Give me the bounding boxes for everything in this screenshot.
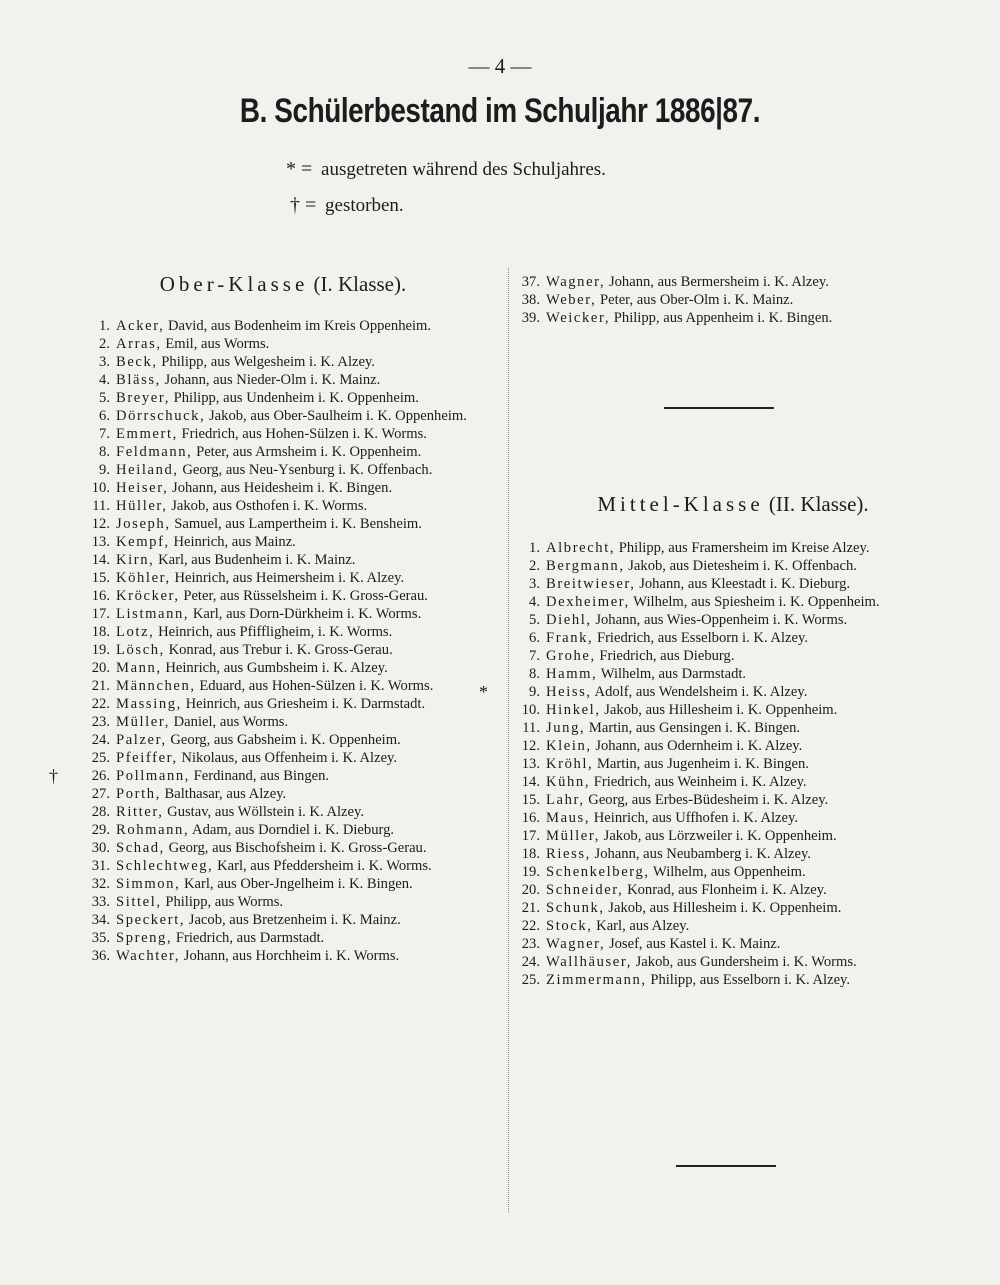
student-surname: Hamm, bbox=[546, 666, 598, 682]
student-details: Konrad, aus Flonheim i. K. Alzey. bbox=[627, 882, 827, 898]
student-surname: Weicker, bbox=[546, 310, 611, 326]
student-surname: Massing, bbox=[116, 696, 182, 712]
student-entry bbox=[74, 912, 492, 929]
student-surname: Listmann, bbox=[116, 606, 190, 622]
student-surname: Weber, bbox=[546, 292, 597, 308]
student-details: Eduard, aus Hohen-Sülzen i. K. Worms. bbox=[199, 678, 434, 694]
student-details: Friedrich, aus Weinheim i. K. Alzey. bbox=[593, 774, 807, 790]
legend-symbol: * = bbox=[286, 158, 313, 180]
student-details: Johann, aus Wies-Oppenheim i. K. Worms. bbox=[595, 612, 848, 628]
student-details: Peter, aus Rüsselsheim i. K. Gross-Gerau. bbox=[183, 588, 428, 604]
student-details: Jakob, aus Osthofen i. K. Worms. bbox=[171, 498, 368, 514]
student-number: 23. bbox=[91, 714, 110, 730]
student-details: Friedrich, aus Hohen-Sülzen i. K. Worms. bbox=[181, 426, 427, 442]
mittel-klasse-heading bbox=[548, 492, 918, 517]
student-number: 25. bbox=[91, 750, 110, 766]
student-entry bbox=[74, 552, 492, 569]
student-surname: Köhler, bbox=[116, 570, 171, 586]
student-surname: Kühn, bbox=[546, 774, 591, 790]
student-entry bbox=[74, 948, 492, 965]
student-details: Emil, aus Worms. bbox=[165, 336, 270, 352]
student-entry bbox=[504, 864, 928, 881]
student-surname: Schad, bbox=[116, 840, 165, 856]
student-number: 11. bbox=[522, 720, 540, 736]
student-number: 14. bbox=[91, 552, 110, 568]
student-number: 7. bbox=[99, 426, 110, 442]
student-entry bbox=[74, 606, 492, 623]
student-surname: Riess, bbox=[546, 846, 591, 862]
student-details: Heinrich, aus Uffhofen i. K. Alzey. bbox=[593, 810, 799, 826]
student-entry bbox=[74, 336, 492, 353]
mittel-klasse-student-list bbox=[479, 540, 928, 990]
student-surname: Acker, bbox=[116, 318, 165, 334]
student-entry bbox=[74, 930, 492, 947]
heading-class-name: Mittel-Klasse bbox=[597, 492, 764, 516]
student-details: Martin, aus Jugenheim i. K. Bingen. bbox=[596, 756, 809, 772]
student-number: 3. bbox=[529, 576, 540, 592]
student-number: 24. bbox=[91, 732, 110, 748]
student-details: Martin, aus Gensingen i. K. Bingen. bbox=[588, 720, 801, 736]
student-number: 28. bbox=[91, 804, 110, 820]
student-details: Georg, aus Bischofsheim i. K. Gross-Gerau. bbox=[168, 840, 427, 856]
student-surname: Ritter, bbox=[116, 804, 164, 820]
student-details: Jakob, aus Lörzweiler i. K. Oppenheim. bbox=[603, 828, 837, 844]
student-surname: Hüller, bbox=[116, 498, 168, 514]
student-number: 11. bbox=[92, 498, 110, 514]
legend-text: ausgetreten während des Schuljahres. bbox=[321, 159, 606, 180]
student-details: Heinrich, aus Heimersheim i. K. Alzey. bbox=[174, 570, 405, 586]
page-number: — 4 — bbox=[468, 54, 532, 78]
student-entry bbox=[504, 310, 928, 327]
student-surname: Heiland, bbox=[116, 462, 179, 478]
student-entry bbox=[504, 720, 928, 737]
student-number: 32. bbox=[91, 876, 110, 892]
student-entry bbox=[74, 750, 492, 767]
student-entry bbox=[504, 882, 928, 899]
student-details: Peter, aus Armsheim i. K. Oppenheim. bbox=[196, 444, 422, 460]
student-number: 17. bbox=[91, 606, 110, 622]
student-entry bbox=[504, 828, 928, 845]
student-number: 34. bbox=[91, 912, 110, 928]
student-details: Jakob, aus Gundersheim i. K. Worms. bbox=[635, 954, 857, 970]
student-surname: Pfeiffer, bbox=[116, 750, 178, 766]
student-entry bbox=[74, 444, 492, 461]
section-rule bbox=[664, 407, 774, 409]
legend-deceased bbox=[290, 194, 404, 217]
student-number: 37. bbox=[521, 274, 540, 290]
student-entry bbox=[504, 954, 928, 971]
student-details: Balthasar, aus Alzey. bbox=[164, 786, 287, 802]
student-number: 22. bbox=[91, 696, 110, 712]
student-entry bbox=[479, 682, 928, 702]
student-surname: Lahr, bbox=[546, 792, 585, 808]
student-number: 15. bbox=[91, 570, 110, 586]
legend-text: gestorben. bbox=[325, 195, 404, 216]
student-surname: Schunk, bbox=[546, 900, 605, 916]
student-details: Johann, aus Bermersheim i. K. Alzey. bbox=[608, 274, 829, 290]
student-number: 5. bbox=[529, 612, 540, 628]
end-rule bbox=[676, 1165, 776, 1167]
student-surname: Rohmann, bbox=[116, 822, 190, 838]
student-details: Adolf, aus Wendelsheim i. K. Alzey. bbox=[594, 684, 808, 700]
student-number: 10. bbox=[91, 480, 110, 496]
student-number: 2. bbox=[529, 558, 540, 574]
student-details: Friedrich, aus Esselborn i. K. Alzey. bbox=[596, 630, 808, 646]
student-number: 29. bbox=[91, 822, 110, 838]
student-entry bbox=[504, 738, 928, 755]
student-surname: Heiser, bbox=[116, 480, 169, 496]
student-number: 18. bbox=[521, 846, 540, 862]
student-details: Georg, aus Erbes-Büdesheim i. K. Alzey. bbox=[588, 792, 829, 808]
student-number: 24. bbox=[521, 954, 540, 970]
student-number: 27. bbox=[91, 786, 110, 802]
student-number: 16. bbox=[91, 588, 110, 604]
student-details: Wilhelm, aus Darmstadt. bbox=[600, 666, 747, 682]
student-surname: Simmon, bbox=[116, 876, 181, 892]
student-surname: Bläss, bbox=[116, 372, 161, 388]
student-surname: Joseph, bbox=[116, 516, 171, 532]
student-number: 20. bbox=[91, 660, 110, 676]
page-title: B. Schülerbestand im Schuljahr 1886|87. bbox=[239, 92, 761, 130]
student-entry bbox=[504, 630, 928, 647]
student-number: 19. bbox=[91, 642, 110, 658]
student-entry bbox=[504, 594, 928, 611]
student-details: Peter, aus Ober-Olm i. K. Mainz. bbox=[600, 292, 794, 308]
student-surname: Feldmann, bbox=[116, 444, 193, 460]
student-surname: Wagner, bbox=[546, 936, 606, 952]
student-details: Karl, aus Budenheim i. K. Mainz. bbox=[158, 552, 356, 568]
student-surname: Wagner, bbox=[546, 274, 606, 290]
ober-klasse-continued-list bbox=[504, 274, 928, 328]
student-entry bbox=[74, 894, 492, 911]
student-entry bbox=[504, 810, 928, 827]
student-surname: Dörrschuck, bbox=[116, 408, 206, 424]
student-surname: Sittel, bbox=[116, 894, 162, 910]
student-number: 14. bbox=[521, 774, 540, 790]
student-entry bbox=[74, 534, 492, 551]
student-entry bbox=[504, 702, 928, 719]
student-number: 22. bbox=[521, 918, 540, 934]
legend-withdrawn bbox=[286, 158, 606, 181]
student-details: Johann, aus Heidesheim i. K. Bingen. bbox=[172, 480, 393, 496]
student-entry bbox=[504, 612, 928, 629]
student-number: 20. bbox=[521, 882, 540, 898]
student-number: 13. bbox=[521, 756, 540, 772]
student-number: 9. bbox=[99, 462, 110, 478]
student-details: Georg, aus Neu-Ysenburg i. K. Offenbach. bbox=[182, 462, 433, 478]
student-entry bbox=[74, 858, 492, 875]
student-surname: Spreng, bbox=[116, 930, 173, 946]
student-entry bbox=[504, 936, 928, 953]
student-surname: Dexheimer, bbox=[546, 594, 630, 610]
student-entry bbox=[504, 918, 928, 935]
student-entry bbox=[74, 426, 492, 443]
student-surname: Emmert, bbox=[116, 426, 178, 442]
student-number: 4. bbox=[529, 594, 540, 610]
student-surname: Kempf, bbox=[116, 534, 170, 550]
student-number: 21. bbox=[521, 900, 540, 916]
student-details: Josef, aus Kastel i. K. Mainz. bbox=[608, 936, 781, 952]
student-entry bbox=[74, 732, 492, 749]
student-details: Philipp, aus Esselborn i. K. Alzey. bbox=[650, 972, 851, 988]
student-surname: Breitwieser, bbox=[546, 576, 636, 592]
student-surname: Zimmermann, bbox=[546, 972, 647, 988]
student-entry bbox=[74, 516, 492, 533]
student-entry bbox=[504, 540, 928, 557]
student-number: 1. bbox=[529, 540, 540, 556]
student-entry bbox=[504, 846, 928, 863]
student-number: 7. bbox=[529, 648, 540, 664]
student-surname: Heiss, bbox=[546, 684, 592, 700]
student-surname: Kirn, bbox=[116, 552, 155, 568]
student-number: 26. bbox=[91, 768, 110, 784]
student-details: Karl, aus Pfeddersheim i. K. Worms. bbox=[217, 858, 432, 874]
student-entry bbox=[504, 292, 928, 309]
student-entry bbox=[504, 900, 928, 917]
student-details: Heinrich, aus Pfiffligheim, i. K. Worms. bbox=[158, 624, 393, 640]
student-entry bbox=[74, 696, 492, 713]
student-entry bbox=[74, 624, 492, 641]
student-surname: Beck, bbox=[116, 354, 158, 370]
student-entry bbox=[74, 714, 492, 731]
status-mark: * bbox=[479, 682, 488, 702]
student-surname: Porth, bbox=[116, 786, 161, 802]
student-number: 38. bbox=[521, 292, 540, 308]
student-number: 25. bbox=[521, 972, 540, 988]
student-number: 12. bbox=[521, 738, 540, 754]
student-details: David, aus Bodenheim im Kreis Oppenheim. bbox=[167, 318, 432, 334]
student-surname: Arras, bbox=[116, 336, 162, 352]
student-surname: Klein, bbox=[546, 738, 592, 754]
student-details: Karl, aus Ober-Jngelheim i. K. Bingen. bbox=[183, 876, 413, 892]
student-entry bbox=[504, 274, 928, 291]
student-number: 18. bbox=[91, 624, 110, 640]
status-mark: † bbox=[49, 766, 58, 786]
student-entry bbox=[74, 588, 492, 605]
student-details: Philipp, aus Appenheim i. K. Bingen. bbox=[613, 310, 833, 326]
heading-class-number: (II. Klasse). bbox=[768, 492, 869, 516]
student-details: Friedrich, aus Dieburg. bbox=[599, 648, 735, 664]
student-number: 39. bbox=[521, 310, 540, 326]
student-number: 33. bbox=[91, 894, 110, 910]
student-details: Johann, aus Nieder-Olm i. K. Mainz. bbox=[164, 372, 381, 388]
student-entry bbox=[74, 786, 492, 803]
student-entry bbox=[74, 498, 492, 515]
student-entry bbox=[504, 576, 928, 593]
student-surname: Wallhäuser, bbox=[546, 954, 632, 970]
student-number: 5. bbox=[99, 390, 110, 406]
student-entry bbox=[74, 804, 492, 821]
student-number: 1. bbox=[99, 318, 110, 334]
student-details: Philipp, aus Undenheim i. K. Oppenheim. bbox=[173, 390, 419, 406]
student-surname: Maus, bbox=[546, 810, 591, 826]
student-details: Georg, aus Gabsheim i. K. Oppenheim. bbox=[170, 732, 401, 748]
student-details: Heinrich, aus Gumbsheim i. K. Alzey. bbox=[165, 660, 388, 676]
student-surname: Speckert, bbox=[116, 912, 186, 928]
student-surname: Palzer, bbox=[116, 732, 167, 748]
student-details: Friedrich, aus Darmstadt. bbox=[175, 930, 325, 946]
student-number: 31. bbox=[91, 858, 110, 874]
student-number: 17. bbox=[521, 828, 540, 844]
student-details: Philipp, aus Worms. bbox=[165, 894, 284, 910]
student-entry bbox=[74, 642, 492, 659]
student-entry bbox=[504, 774, 928, 791]
ober-klasse-student-list bbox=[49, 318, 492, 966]
student-details: Johann, aus Odernheim i. K. Alzey. bbox=[595, 738, 803, 754]
student-surname: Müller, bbox=[116, 714, 170, 730]
student-details: Wilhelm, aus Spiesheim i. K. Oppenheim. bbox=[633, 594, 880, 610]
student-surname: Bergmann, bbox=[546, 558, 625, 574]
student-details: Ferdinand, aus Bingen. bbox=[193, 768, 330, 784]
student-number: 35. bbox=[91, 930, 110, 946]
student-details: Karl, aus Dorn-Dürkheim i. K. Worms. bbox=[192, 606, 422, 622]
student-surname: Schneider, bbox=[546, 882, 624, 898]
student-surname: Kröhl, bbox=[546, 756, 594, 772]
student-number: 12. bbox=[91, 516, 110, 532]
student-details: Jacob, aus Bretzenheim i. K. Mainz. bbox=[188, 912, 401, 928]
student-entry bbox=[74, 372, 492, 389]
student-number: 13. bbox=[91, 534, 110, 550]
student-entry bbox=[49, 766, 492, 786]
student-details: Johann, aus Neubamberg i. K. Alzey. bbox=[594, 846, 811, 862]
student-number: 36. bbox=[91, 948, 110, 964]
student-entry bbox=[74, 462, 492, 479]
legend-symbol: † = bbox=[290, 194, 317, 216]
student-details: Johann, aus Kleestadt i. K. Dieburg. bbox=[639, 576, 851, 592]
student-surname: Schlechtweg, bbox=[116, 858, 214, 874]
heading-class-name: Ober-Klasse bbox=[159, 272, 309, 296]
student-surname: Lotz, bbox=[116, 624, 155, 640]
student-surname: Lösch, bbox=[116, 642, 165, 658]
student-surname: Wachter, bbox=[116, 948, 181, 964]
student-details: Samuel, aus Lampertheim i. K. Bensheim. bbox=[174, 516, 422, 532]
student-details: Philipp, aus Welgesheim i. K. Alzey. bbox=[161, 354, 375, 370]
student-surname: Albrecht, bbox=[546, 540, 616, 556]
student-entry bbox=[74, 354, 492, 371]
student-number: 6. bbox=[99, 408, 110, 424]
ober-klasse-heading bbox=[108, 272, 458, 297]
student-surname: Stock, bbox=[546, 918, 593, 934]
student-entry bbox=[504, 666, 928, 683]
heading-class-number: (I. Klasse). bbox=[313, 272, 407, 296]
student-number: 3. bbox=[99, 354, 110, 370]
student-surname: Kröcker, bbox=[116, 588, 180, 604]
student-number: 23. bbox=[521, 936, 540, 952]
student-number: 4. bbox=[99, 372, 110, 388]
student-entry bbox=[74, 876, 492, 893]
student-entry bbox=[74, 390, 492, 407]
student-surname: Breyer, bbox=[116, 390, 170, 406]
student-entry bbox=[74, 480, 492, 497]
student-entry bbox=[74, 408, 492, 425]
student-entry bbox=[504, 648, 928, 665]
student-number: 19. bbox=[521, 864, 540, 880]
student-entry bbox=[74, 570, 492, 587]
student-entry bbox=[74, 822, 492, 839]
student-details: Jakob, aus Hillesheim i. K. Oppenheim. bbox=[604, 702, 838, 718]
student-number: 2. bbox=[99, 336, 110, 352]
student-number: 8. bbox=[529, 666, 540, 682]
student-surname: Hinkel, bbox=[546, 702, 601, 718]
student-details: Jakob, aus Dietesheim i. K. Offenbach. bbox=[628, 558, 857, 574]
student-number: 21. bbox=[91, 678, 110, 694]
student-number: 16. bbox=[521, 810, 540, 826]
student-details: Nikolaus, aus Offenheim i. K. Alzey. bbox=[181, 750, 398, 766]
student-number: 30. bbox=[91, 840, 110, 856]
student-number: 10. bbox=[521, 702, 540, 718]
student-entry bbox=[504, 558, 928, 575]
student-entry bbox=[504, 756, 928, 773]
student-details: Heinrich, aus Mainz. bbox=[173, 534, 296, 550]
student-details: Heinrich, aus Griesheim i. K. Darmstadt. bbox=[185, 696, 426, 712]
student-number: 8. bbox=[99, 444, 110, 460]
student-surname: Mann, bbox=[116, 660, 162, 676]
student-entry bbox=[504, 792, 928, 809]
student-number: 15. bbox=[521, 792, 540, 808]
student-details: Philipp, aus Framersheim im Kreise Alzey. bbox=[618, 540, 870, 556]
student-surname: Frank, bbox=[546, 630, 594, 646]
student-surname: Jung, bbox=[546, 720, 586, 736]
student-entry bbox=[74, 660, 492, 677]
student-details: Daniel, aus Worms. bbox=[173, 714, 289, 730]
student-number: 6. bbox=[529, 630, 540, 646]
student-number: 9. bbox=[529, 684, 540, 700]
student-entry bbox=[74, 318, 492, 335]
student-details: Jakob, aus Ober-Saulheim i. K. Oppenheim. bbox=[209, 408, 467, 424]
student-surname: Diehl, bbox=[546, 612, 592, 628]
student-surname: Grohe, bbox=[546, 648, 596, 664]
student-details: Johann, aus Horchheim i. K. Worms. bbox=[183, 948, 400, 964]
student-surname: Pollmann, bbox=[116, 768, 190, 784]
student-details: Karl, aus Alzey. bbox=[596, 918, 690, 934]
student-entry bbox=[74, 840, 492, 857]
student-details: Wilhelm, aus Oppenheim. bbox=[653, 864, 806, 880]
student-surname: Müller, bbox=[546, 828, 600, 844]
student-details: Jakob, aus Hillesheim i. K. Oppenheim. bbox=[608, 900, 842, 916]
student-entry bbox=[74, 678, 492, 695]
student-details: Konrad, aus Trebur i. K. Gross-Gerau. bbox=[168, 642, 393, 658]
student-entry bbox=[504, 972, 928, 989]
student-surname: Männchen, bbox=[116, 678, 196, 694]
student-surname: Schenkelberg, bbox=[546, 864, 650, 880]
student-details: Gustav, aus Wöllstein i. K. Alzey. bbox=[167, 804, 365, 820]
student-details: Adam, aus Dorndiel i. K. Dieburg. bbox=[192, 822, 395, 838]
